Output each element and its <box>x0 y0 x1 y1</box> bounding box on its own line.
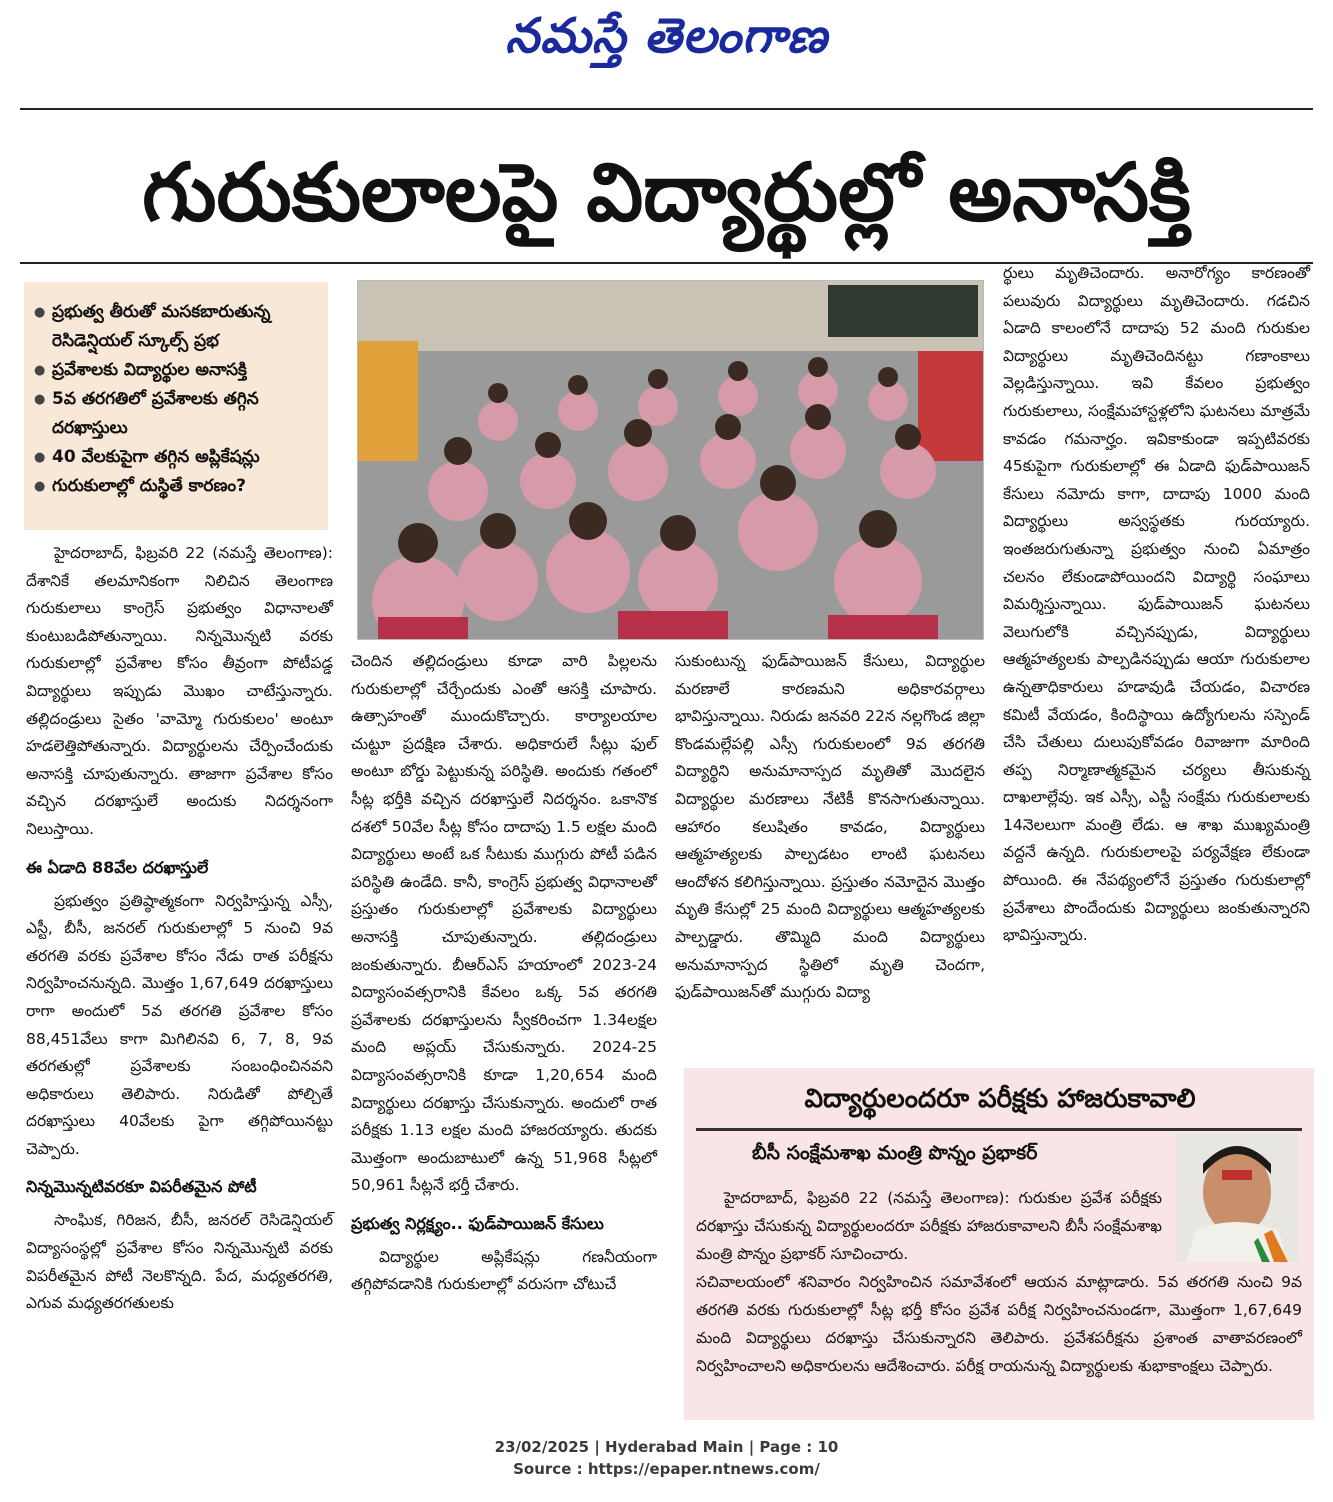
highlight-item: ● 5వ తరగతిలో ప్రవేశాలకు తగ్గిన దరఖాస్తులు <box>34 385 320 443</box>
article-paragraph: హైదరాబాద్, ఫిబ్రవరి 22 (నమస్తే తెలంగాణ): దేశానికే తలమానికంగా నిలిచిన తెలంగాణ గురుకులాలు కాంగ్రెస్ ప్రభుత్వం విధానాలతో కుంటుబడిపోతున్నాయి. నిన్నమొన్నటి వరకు గురుకులాల్లో ప్రవేశాల కోసం తీవ్రంగా పోటీపడ్డ విద్యార్థులు ఇప్పుడు మొఖం చాటేస్తున్నారు. తల్లిదండ్రులు సైతం 'వామ్మో గురుకులం' అంటూ హడలెత్తిపోతున్నారు. విద్యార్థులను చేర్పించేందుకు అనాసక్తి చూపుతున్నారు. తాజాగా ప్రవేశాల కోసం వచ్చిన దరఖాస్తులే అందుకు నిదర్శనంగా నిలుస్తాయి. <box>26 544 333 838</box>
article-paragraph: సుకుంటున్న ఫుడ్‌పాయిజన్ కేసులు, విద్యార్థుల మరణాలే కారణమని అధికారవర్గాలు భావిస్తున్నాయి. నిరుడు జనవరి 22న నల్లగొండ జిల్లా కొండమల్లేపల్లి ఎస్సీ గురుకులంలో 9వ తరగతి విద్యార్థిని అనుమానాస్పద మృతితో మొదలైన విద్యార్థుల మరణాలు నేటికీ కొనసాగుతున్నాయి. ఆహారం కలుషితం కావడం, విద్యార్థులు ఆత్మహత్యలకు పాల్పడటం లాంటి ఘటనలు ఆందోళన కలిగిస్తున్నాయి. ప్రస్తుతం నమోదైన మొత్తం మృతి కేసుల్లో 25 మంది విద్యార్థులు ఆత్మహత్యలకు పాల్పడ్డారు. తొమ్మిది మంది విద్యార్థులు అనుమానాస్పద స్థితిలో మృతి చెందగా, ఫుడ్‌పాయిజన్‌తో ముగ్గురు విద్యా <box>675 652 985 1002</box>
sidebar-box-text-continued <box>696 1268 1302 1380</box>
article-column-2 <box>351 648 657 1299</box>
sidebar-box-text <box>696 1184 1162 1268</box>
bullet-icon: ● <box>34 305 46 320</box>
sidebar-box-paragraph: సచివాలయంలో శనివారం నిర్వహించిన సమావేశంలో ఆయన మాట్లాడారు. 5వ తరగతి నుంచి 9వ తరగతి వరకు గురుకులాల్లో సీట్ల భర్తీ కోసం ప్రవేశ పరీక్ష నిర్వహించనుండగా, మొత్తంగా 1,67,649 మంది విద్యార్థులు దరఖాస్తు చేసుకున్నారని తెలిపారు. ప్రవేశపరీక్షను ప్రశాంత వాతావరణంలో నిర్వహించాలని అధికారులను ఆదేశించారు. పరీక్ష రాయనున్న విద్యార్థులకు శుభాకాంక్షలు చెప్పారు. <box>696 1273 1302 1375</box>
highlight-item: ● ప్రవేశాలకు విద్యార్థుల అనాసక్తి <box>34 356 320 385</box>
page-headline: గురుకులాలపై విద్యార్థుల్లో అనాసక్తి <box>142 146 1191 239</box>
sidebar-box-byline: బీసీ సంక్షేమశాఖ మంత్రి పొన్నం ప్రభాకర్ <box>752 1142 1038 1164</box>
subheading: ప్రభుత్వ నిర్లక్ష్యం.. ఫుడ్‌పాయిజన్ కేసులు <box>351 1213 604 1233</box>
bullet-icon: ● <box>34 450 46 465</box>
article-column-3 <box>675 648 985 1007</box>
article-paragraph: ప్రభుత్వం ప్రతిష్ఠాత్మకంగా నిర్వహిస్తున్న ఎస్సీ, ఎస్టీ, బీసీ, జనరల్ గురుకులాల్లో 5 నుంచి 9వ తరగతి వరకు ప్రవేశాల కోసం నేడు రాత పరీక్షను నిర్వహించనున్నది. మొత్తం 1,67,649 దరఖాస్తులు రాగా అందులో 5వ తరగతి ప్రవేశాల కోసం 88,451వేలు కాగా మిగిలినవి 6, 7, 8, 9వ తరగతుల్లో ప్రవేశాలకు సంబంధించినవని అధికారులు తెలిపారు. నిరుడితో పోల్చితే దరఖాస్తులు 40వేలకు పైగా తగ్గిపోయినట్టు చెప్పారు. <box>26 891 333 1158</box>
subheading: నిన్నమొన్నటివరకూ విపరీతమైన పోటీ <box>26 1177 257 1197</box>
bullet-icon: ● <box>34 392 46 407</box>
subheading: ఈ ఏడాది 88వేల దరఖాస్తులే <box>26 857 209 877</box>
article-paragraph: ర్థులు మృతిచెందారు. అనారోగ్యం కారణంతో పలువురు విద్యార్థులు మృతిచెందారు. గడచిన ఏడాది కాలంలోనే దాదాపు 52 మంది గురుకుల విద్యార్థులు మృతిచెందినట్టు గణాంకాలు వెల్లడిస్తున్నాయి. ఇవి కేవలం ప్రభుత్వం గురుకులాలు, సంక్షేమహాస్టళ్లలోని ఘటనలు మాత్రమే కావడం గమనార్హం. ఇవికాకుండా ఇప్పటివరకు 45కుపైగా గురుకులాల్లో ఈ ఏడాది ఫుడ్‌పాయిజన్ కేసులు నమోదు కాగా, దాదాపు 1000 మంది విద్యార్థులు అస్వస్థతకు గురయ్యారు. ఇంతజరుగుతున్నా ప్రభుత్వం నుంచి ఏమాత్రం చలనం లేకుండాపోయిందని విద్యార్థి సంఘాలు విమర్శిస్తున్నాయి. ఫుడ్‌పాయిజన్ ఘటనలు వెలుగులోకి వచ్చినప్పుడు, విద్యార్థులు ఆత్మహత్యలకు పాల్పడినప్పుడు ఆయా గురుకులాల ఉన్నతాధికారులు హడావుడి చేయడం, విచారణ కమిటీ వేయడం, కిందిస్థాయి ఉద్యోగులను సస్పెండ్ చేసి చేతులు దులుపుకోవడం రివాజుగా మారింది తప్ప నిర్మాణాత్మకమైన చర్యలు తీసుకున్న దాఖలాల్లేవు. ఇక ఎస్సీ, ఎస్టీ సంక్షేమ గురుకులాలకు 14నెలలుగా మంత్రి లేడు. ఆ శాఖ ముఖ్యమంత్రి వద్దనే ఉన్నది. గురుకులాలపై పర్యవేక్షణ లేకుండా పోయింది. ఈ నేపథ్యంలోనే ప్రస్తుతం గురుకులాల్లో ప్రవేశాలు పొందేందుకు విద్యార్థులు జంకుతున్నారని భావిస్తున్నారు. <box>1003 264 1310 945</box>
highlight-item: ● ప్రభుత్వ తీరుతో మసకబారుతున్న రెసిడెన్షియల్ స్కూల్స్ ప్రభ <box>34 298 320 356</box>
article-paragraph: చెందిన తల్లిదండ్రులు కూడా వారి పిల్లలను గురుకులాల్లో చేర్చేందుకు ఎంతో ఆసక్తి చూపారు. ఉత్సాహంతో ముందుకొచ్చారు. కార్యాలయాల చుట్టూ ప్రదక్షిణ చేశారు. అధికారులే సీట్లు ఫుల్ అంటూ బోర్డు పెట్టుకున్న పరిస్థితి. అందుకు గతంలో సీట్ల భర్తీకి వచ్చిన దరఖాస్తులే నిదర్శనం. ఒకానొక దశలో 50వేల సీట్ల కోసం దాదాపు 1.5 లక్షల మంది విద్యార్థులు అంటే ఒక సీటుకు ముగ్గురు పోటీ పడిన పరిస్థితి ఉండేది. కానీ, కాంగ్రెస్ ప్రభుత్వ విధానాలతో ప్రస్తుతం గురుకులాల్లో ప్రవేశాలకు విద్యార్థులు అనాసక్తి చూపుతున్నారు. తల్లిదండ్రులు జంకుతున్నారు. బీఆర్ఎస్ హయాంలో 2023-24 విద్యాసంవత్సరానికి కేవలం ఒక్క 5వ తరగతి ప్రవేశాలకు దరఖాస్తులను స్వీకరించగా 1.34లక్షల మంది అప్లయ్ చేసుకున్నారు. 2024-25 విద్యాసంవత్సరానికి కూడా 1,20,654 మంది విద్యార్థులు దరఖాస్తు చేసుకున్నారు. అందులో రాత పరీక్షకు 1.13 లక్షల మంది హాజరయ్యారు. తుదకు మొత్తంగా అందుబాటులో ఉన్న 51,968 సీట్లలో 50,961 సీట్లనే భర్తీ చేశారు. <box>351 652 657 1195</box>
sidebar-box-title: విద్యార్థులందరూ పరీక్షకు హాజరుకావాలి <box>804 1084 1196 1114</box>
article-column-1 <box>26 540 333 1318</box>
source-link[interactable]: Source : https://epaper.ntnews.com/ <box>513 1460 820 1478</box>
minister-photo <box>1176 1134 1298 1262</box>
bullet-icon: ● <box>34 363 46 378</box>
header-divider <box>20 108 1313 110</box>
classroom-photo <box>357 280 984 640</box>
article-column-4 <box>1003 260 1310 950</box>
article-paragraph: సాంఘిక, గిరిజన, బీసీ, జనరల్ రెసిడెన్షియల్ విద్యాసంస్థల్లో ప్రవేశాల కోసం నిన్నమొన్నటి వరకు విపరీతమైన పోటీ నెలకొన్నది. పేద, మధ్యతరగతి, ఎగువ మధ్యతరగతులకు <box>26 1211 333 1313</box>
sidebar-box-paragraph: హైదరాబాద్, ఫిబ్రవరి 22 (నమస్తే తెలంగాణ): గురుకుల ప్రవేశ పరీక్షకు దరఖాస్తు చేసుకున్న విద్యార్థులందరూ పరీక్షకు హాజరుకావాలని బీసీ సంక్షేమశాఖ మంత్రి పొన్నం ప్రభాకర్ సూచించారు. <box>696 1189 1162 1263</box>
masthead-logo: నమస్తే తెలంగాణ <box>505 8 828 64</box>
highlight-item: ● 40 వేలకుపైగా తగ్గిన అప్లికేషన్లు <box>34 443 320 472</box>
article-paragraph: విద్యార్థుల అప్లికేషన్లు గణనీయంగా తగ్గిపోవడానికి గురుకులాల్లో వరుసగా చోటుచే <box>351 1247 657 1294</box>
bullet-icon: ● <box>34 479 46 494</box>
edition-info: 23/02/2025 | Hyderabad Main | Page : 10 <box>494 1438 839 1456</box>
highlights-box <box>24 282 328 530</box>
highlight-item: ● గురుకులాల్లో దుస్థితే కారణం? <box>34 472 320 501</box>
page-footer <box>0 1436 1333 1480</box>
sidebar-box-divider <box>696 1128 1302 1131</box>
